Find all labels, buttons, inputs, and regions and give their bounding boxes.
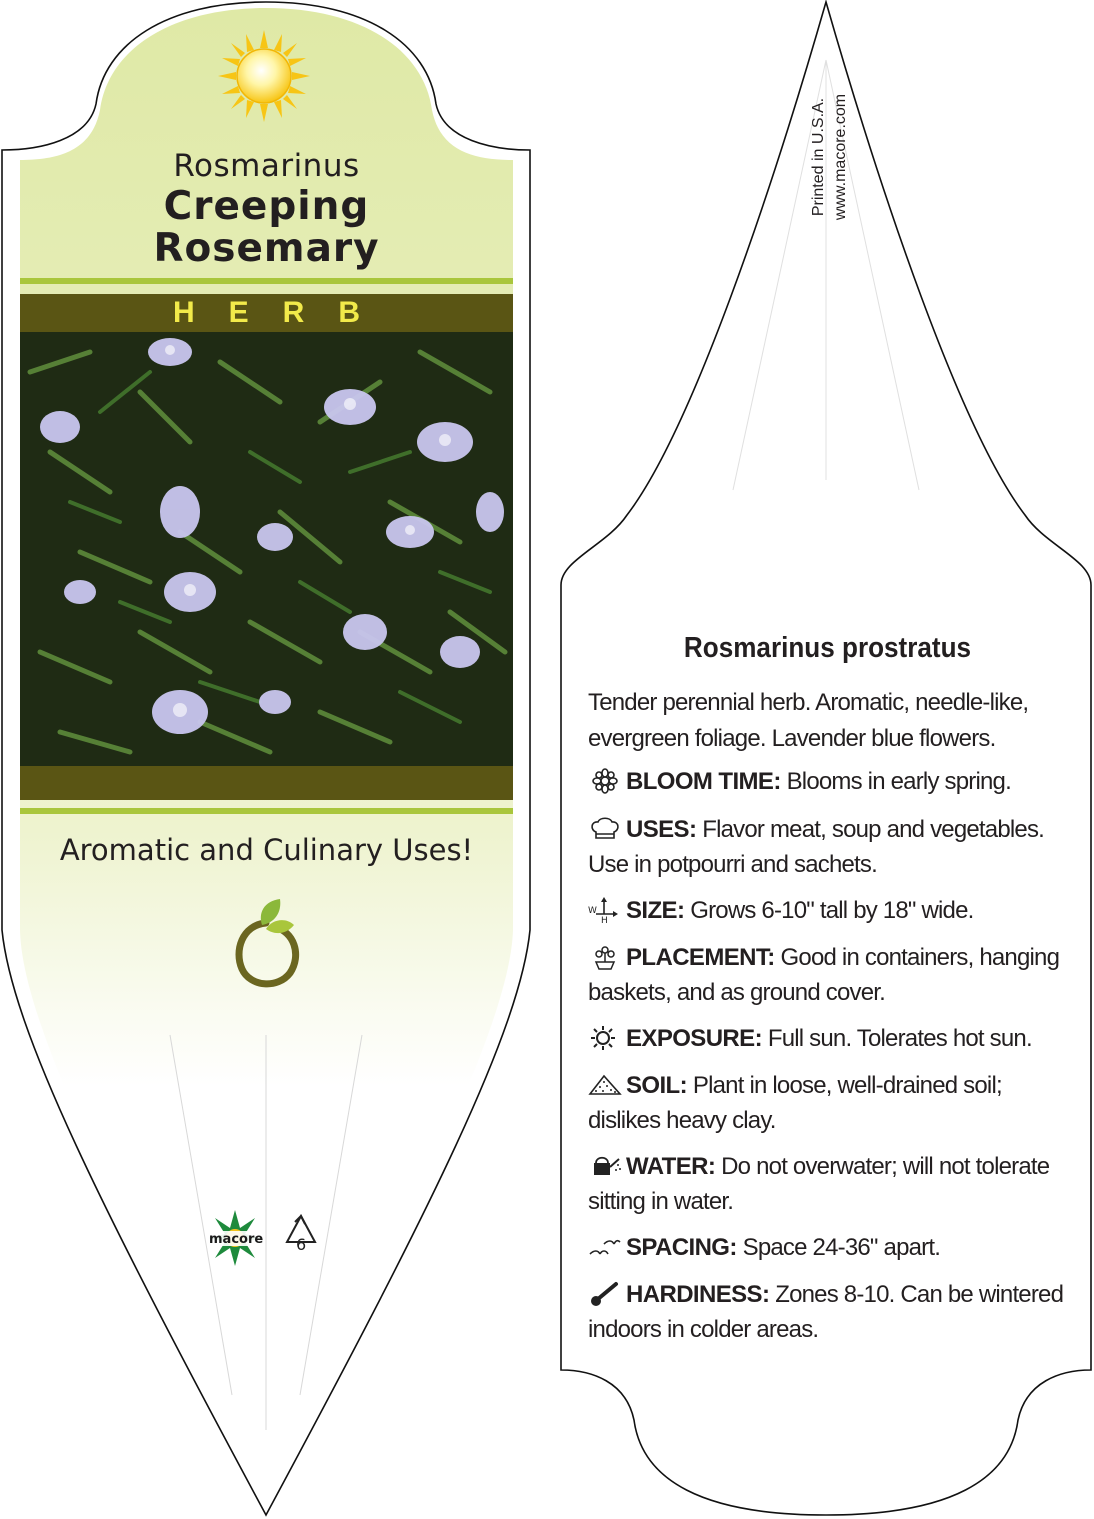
care-hardiness	[588, 1277, 1066, 1347]
printed-note	[808, 47, 852, 267]
care-text: Plant in loose, well-drained soil; dislikes heavy clay.	[588, 1072, 1002, 1134]
care-text: Blooms in early spring.	[780, 768, 1011, 795]
brand-name: macore	[209, 1232, 264, 1247]
svg-text:W: W	[588, 906, 597, 916]
care-bloom-time	[588, 764, 1066, 799]
care-text: Flavor meat, soup and vegetables. Use in potpourri and sachets.	[588, 816, 1045, 878]
thermometer-icon	[588, 1281, 622, 1307]
plant-description: Tender perennial herb. Aromatic, needle-like, evergreen foliage. Lavender blue flowers.	[588, 689, 1029, 752]
sun-icon	[216, 28, 312, 124]
svg-text:H: H	[601, 916, 607, 923]
plant-photo	[20, 332, 513, 766]
chef-hat-icon	[588, 816, 622, 842]
printed-line2: www.macore.com	[832, 93, 849, 221]
care-label: USES:	[626, 816, 697, 843]
care-label: HARDINESS:	[626, 1281, 770, 1308]
care-text: Full sun. Tolerates hot sun.	[761, 1025, 1032, 1052]
sprout-logo-icon	[228, 895, 304, 991]
size-icon	[588, 897, 622, 923]
common-name-line2: Rosemary	[153, 226, 380, 271]
care-label: BLOOM TIME:	[626, 768, 781, 795]
latin-name: Rosmarinus prostratus	[683, 632, 972, 664]
care-soil	[588, 1068, 1066, 1138]
accent-line-bottom	[20, 808, 513, 814]
care-label: SOIL:	[626, 1072, 687, 1099]
recycle-code: 6	[296, 1235, 307, 1254]
care-label: WATER:	[626, 1153, 716, 1180]
care-uses	[588, 812, 1066, 882]
care-size	[588, 893, 1066, 928]
genus-name: Rosmarinus	[173, 148, 360, 184]
care-exposure	[588, 1021, 1066, 1056]
flower-icon	[588, 768, 622, 794]
care-text: Space 24-36" apart.	[736, 1234, 941, 1261]
spacing-icon	[588, 1234, 622, 1260]
care-text: Do not overwater; will not tolerate sitting in water.	[588, 1153, 1050, 1215]
common-name	[20, 186, 513, 270]
macore-logo	[205, 1208, 325, 1268]
care-label: PLACEMENT:	[626, 944, 775, 971]
watering-can-icon	[588, 1153, 622, 1179]
category-banner: HERB	[20, 294, 513, 332]
accent-line-top	[20, 278, 513, 284]
care-label: EXPOSURE:	[626, 1025, 762, 1052]
placement-icon	[588, 944, 622, 970]
photo-band-bottom	[20, 766, 513, 800]
care-spacing	[588, 1230, 1066, 1265]
sun-icon	[588, 1025, 622, 1051]
care-placement	[588, 940, 1066, 1010]
care-text: Zones 8-10. Can be wintered indoors in colder areas.	[588, 1281, 1064, 1343]
care-text: Grows 6-10" tall by 18" wide.	[684, 897, 974, 924]
printed-line1: Printed in U.S.A.	[810, 97, 827, 217]
tagline: Aromatic and Culinary Uses!	[59, 833, 474, 867]
care-text: Good in containers, hanging baskets, and as ground cover.	[588, 944, 1060, 1006]
care-label: SPACING:	[626, 1234, 737, 1261]
care-water	[588, 1149, 1066, 1219]
soil-icon	[588, 1072, 622, 1098]
care-label: SIZE:	[626, 897, 685, 924]
common-name-line1: Creeping	[163, 184, 370, 229]
